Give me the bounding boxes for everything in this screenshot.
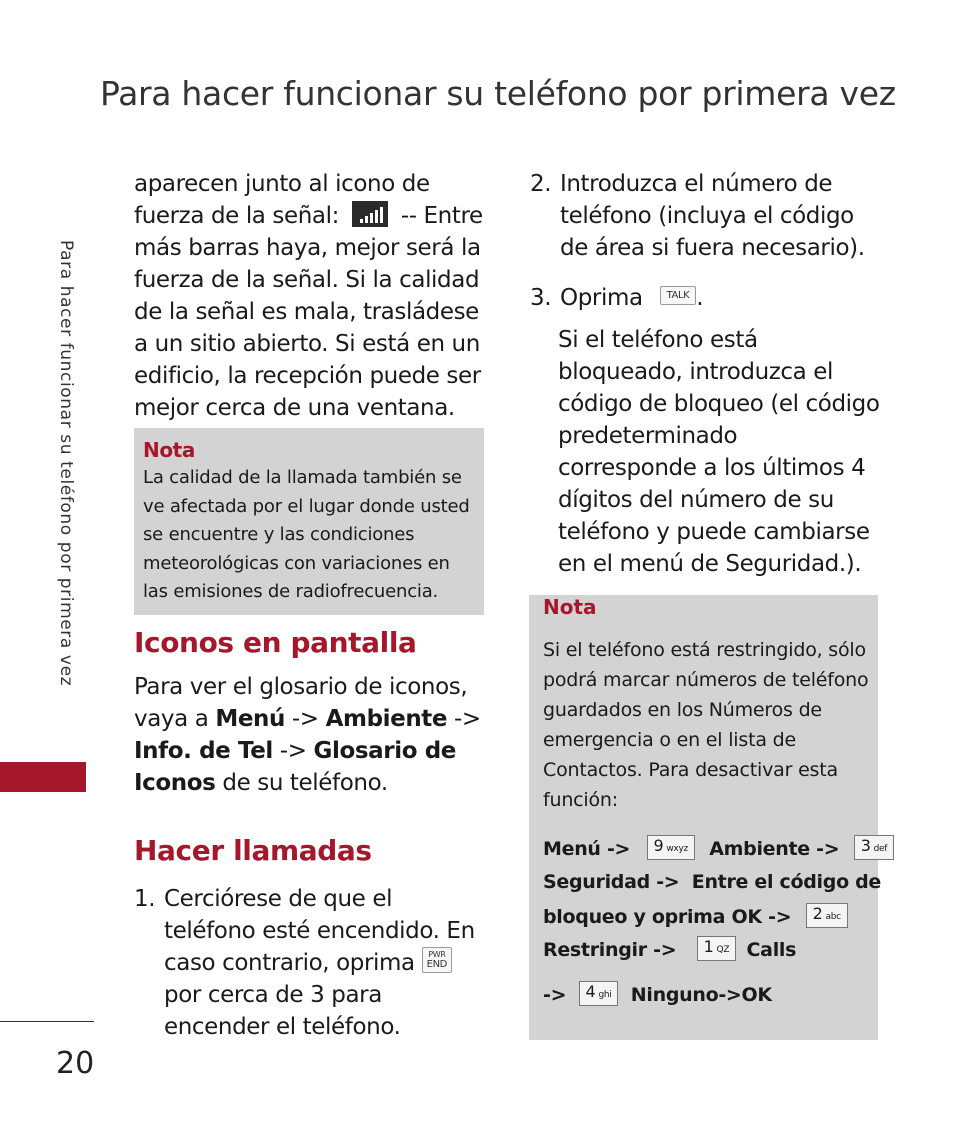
seq-line-2: [543, 871, 881, 893]
right-column: [530, 168, 880, 580]
seq-ambiente: Ambiente ->: [709, 838, 840, 860]
signal-strength-icon: [352, 201, 388, 227]
note-box-left: [134, 428, 484, 615]
bottom-rule: [0, 1021, 94, 1022]
step-2-text: Introduzca el número de teléfono (incluya el código de área si fuera necesario).: [560, 171, 865, 261]
talk-key-icon: TALK: [660, 286, 697, 305]
side-tab-marker: [0, 762, 86, 792]
step-2: [530, 168, 880, 264]
key-9-icon: [647, 835, 695, 860]
menu-path-menu: Menú: [215, 705, 285, 732]
seq-line-1: [543, 837, 894, 862]
iconos-paragraph: [134, 671, 484, 799]
page-title: Para hacer funcionar su teléfono por primera vez: [100, 74, 896, 113]
note-label-right: Nota: [543, 595, 597, 619]
note-label: Nota: [143, 438, 195, 462]
step-1-number: 1.: [134, 885, 156, 912]
llamadas-heading: Hacer llamadas: [134, 833, 372, 867]
iconos-text-2: de su teléfono.: [222, 769, 388, 796]
side-title: Para hacer funcionar su teléfono por primera vez: [56, 240, 76, 687]
seq-line-3: [543, 905, 848, 930]
key-3-letters: def: [873, 844, 888, 854]
key-4-letters: ghi: [598, 990, 612, 1000]
seq-seguridad: Seguridad ->: [543, 871, 680, 893]
arrow: ->: [279, 737, 307, 764]
seq-arrow: ->: [543, 984, 567, 1006]
step-1-text: [164, 883, 484, 1043]
power-end-key-icon: [422, 947, 452, 973]
step-1: [134, 883, 484, 1043]
key-2-digit: 2: [812, 904, 823, 923]
key-2-letters: abc: [825, 912, 841, 922]
note-text-right: Si el teléfono está restringido, sólo podrá marcar números de teléfono guardados en los Números de emergencia o en el lista de Contactos. Para desactivar esta función:: [543, 639, 869, 811]
seq-restringir: Restringir ->: [543, 939, 677, 961]
pwr-label: PWR: [428, 950, 446, 959]
intro-text-1: aparecen junto al icono de fuerza de la señal:: [134, 171, 430, 229]
note-box-right: [529, 595, 888, 1040]
key-4-icon: [579, 981, 619, 1006]
step-3-text: [560, 282, 703, 314]
menu-path-info: Info. de Tel: [134, 737, 273, 764]
step-3: [530, 282, 880, 314]
arrow: ->: [454, 705, 481, 732]
step-1-text-part1: Cerciórese de que el teléfono esté encendido. En caso contrario, oprima: [164, 885, 475, 976]
seq-menu: Menú ->: [543, 838, 631, 860]
key-9-letters: wxyz: [666, 844, 688, 854]
key-9-digit: 9: [653, 836, 664, 855]
intro-text-2: -- Entre más barras haya, mejor será la fuerza de la señal. Si la calidad de la señal es mala, trasládese a un sitio abierto. Si está en un edificio, la recepción puede ser mejor cerca de una ventana.: [134, 203, 483, 421]
key-2-icon: [806, 903, 848, 928]
note-text: La calidad de la llamada también se ve afectada por el lugar donde usted se encuentre y las condiciones meteorológicas con variaciones en las emisiones de radiofrecuencia.: [143, 467, 470, 602]
end-label: END: [426, 959, 447, 970]
step-2-number: 2.: [530, 171, 552, 197]
seq-line-5: [543, 983, 772, 1008]
page-number: 20: [56, 1046, 95, 1081]
signal-paragraph: [134, 168, 484, 424]
key-1-letters: QZ: [716, 945, 730, 955]
step-3-number: 3.: [530, 285, 552, 311]
key-3-digit: 3: [860, 836, 871, 855]
key-3-icon: [854, 835, 894, 860]
seq-entre: Entre el código de: [691, 871, 882, 893]
key-1-digit: 1: [703, 937, 714, 956]
seq-ninguno: Ninguno->OK: [630, 984, 772, 1006]
arrow: ->: [291, 705, 319, 732]
step-1-text-part2: por cerca de 3 para encender el teléfono.: [164, 981, 401, 1040]
menu-path-glosario: Glosario de Iconos: [134, 737, 456, 796]
key-1-icon: [697, 936, 737, 961]
iconos-heading: Iconos en pantalla: [134, 625, 417, 659]
left-column: [134, 168, 484, 1043]
iconos-text-1: Para ver el glosario de iconos, vaya a: [134, 673, 468, 732]
seq-line-4: [543, 938, 796, 963]
menu-path-ambiente: Ambiente: [325, 705, 448, 732]
note-box-right-content: [543, 595, 873, 815]
key-4-digit: 4: [585, 982, 596, 1001]
seq-calls: Calls: [746, 939, 797, 961]
step-3-period: .: [696, 285, 704, 311]
seq-bloqueo: bloqueo y oprima OK ->: [543, 906, 792, 928]
step-3-label: Oprima: [560, 285, 643, 311]
step-3-paragraph: Si el teléfono está bloqueado, introduzca el código de bloqueo (el código predeterminado corresponde a los últimos 4 dígitos del número de su teléfono y puede cambiarse en el menú de Seguridad.).: [558, 327, 880, 577]
